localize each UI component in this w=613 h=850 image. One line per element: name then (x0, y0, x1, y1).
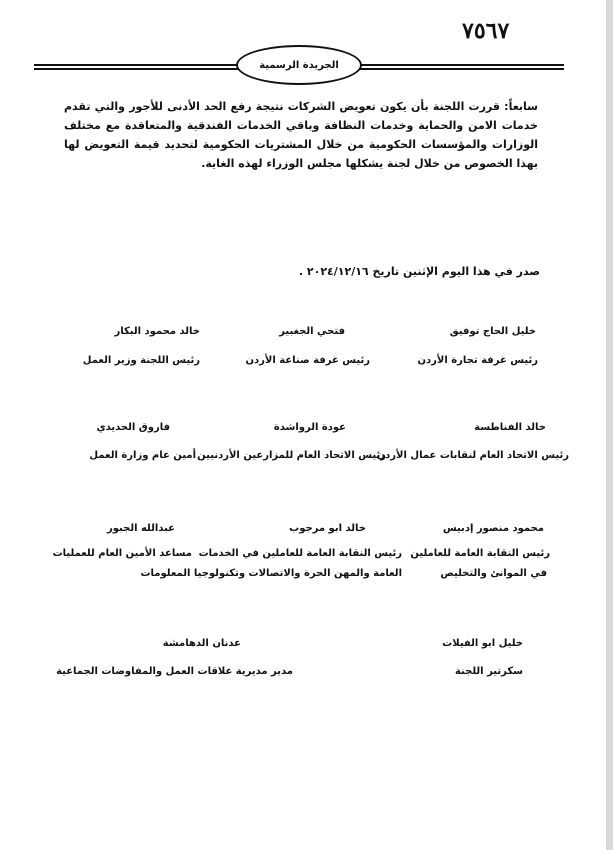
signatory-title: رئيس النقابة العامة للعاملين (410, 548, 550, 559)
signatory-title: رئيس الاتحاد العام لنقابات عمال الأردن (376, 450, 569, 461)
gazette-emblem (236, 45, 362, 85)
signatory-title: أمين عام وزارة العمل (89, 450, 196, 461)
signatory-7 (410, 523, 550, 579)
signatory-title: رئيس غرفة صناعة الأردن (245, 355, 370, 366)
signatory-title-line2: في الموانئ والتخليص (440, 568, 547, 579)
signatory-name: عدنان الدهامشة (162, 638, 241, 649)
signatory-title: مساعد الأمين العام للعمليات (52, 548, 192, 559)
signatory-3 (83, 326, 200, 366)
signatory-name: خليل الحاج توفيق (449, 326, 536, 337)
signatory-title-line2: العامة والمهن الحرة والاتصالات وتكنولوجيا المعلومات (140, 568, 402, 579)
decision-paragraph: سابعاً: قررت اللجنة بأن يكون تعويض الشركات نتيجة رفع الحد الأدنى للأجور والتي تقدم خدمات الامن والحماية وخدمات النظافة وباقي الخدمات الفندقية والمتعاقدة مع مختلف الوزارات والمؤسسات الحكومية من خلال المشتريات الحكومية لتحديد قيمة التعويض لها بهذا الخصوص من خلال لجنة يشكلها مجلس الوزراء لهذه الغاية. (64, 100, 538, 170)
signatory-name: خليل ابو الفيلات (442, 638, 523, 649)
page-edge (606, 0, 613, 850)
signatory-6 (89, 422, 196, 461)
signatory-title: سكرتير اللجنة (454, 666, 523, 677)
signatory-5 (197, 422, 386, 461)
signatory-name: عودة الرواشدة (273, 422, 346, 433)
signatory-name: فاروق الحديدي (96, 422, 170, 433)
signatory-title: مدير مديرية علاقات العمل والمفاوضات الجماعية (56, 666, 293, 677)
signatory-10 (442, 638, 523, 677)
signatory-name: خالد الفناطسة (474, 422, 546, 433)
gazette-title: الجريدة الرسمية (259, 59, 339, 71)
signatory-9 (53, 523, 192, 559)
signatory-11 (56, 638, 293, 677)
page-number: ٧٥٦٧ (462, 18, 510, 44)
signatory-title: رئيس النقابة العامة للعاملين في الخدمات (198, 548, 402, 559)
signatory-name: عبدالله الجبور (107, 523, 175, 534)
signatory-4 (377, 422, 569, 461)
signatory-name: فتحي الجغبير (279, 326, 345, 337)
signatory-1 (417, 326, 538, 366)
signatory-title: رئيس غرفة تجارة الأردن (417, 355, 538, 366)
signatory-name: خالد محمود البكار (114, 326, 200, 337)
signatory-title: رئيس الاتحاد العام للمزارعين الأردنيين (197, 450, 386, 461)
signatory-title: رئيس اللجنة وزير العمل (82, 355, 200, 366)
signatory-name: خالد ابو مرجوب (289, 523, 366, 534)
signatory-2 (245, 326, 370, 366)
issued-date-line: صدر في هذا اليوم الإثنين تاريخ ٢٠٢٤/١٢/١٦ . (298, 265, 540, 278)
signatory-name: محمود منصور إدبيس (442, 523, 544, 534)
